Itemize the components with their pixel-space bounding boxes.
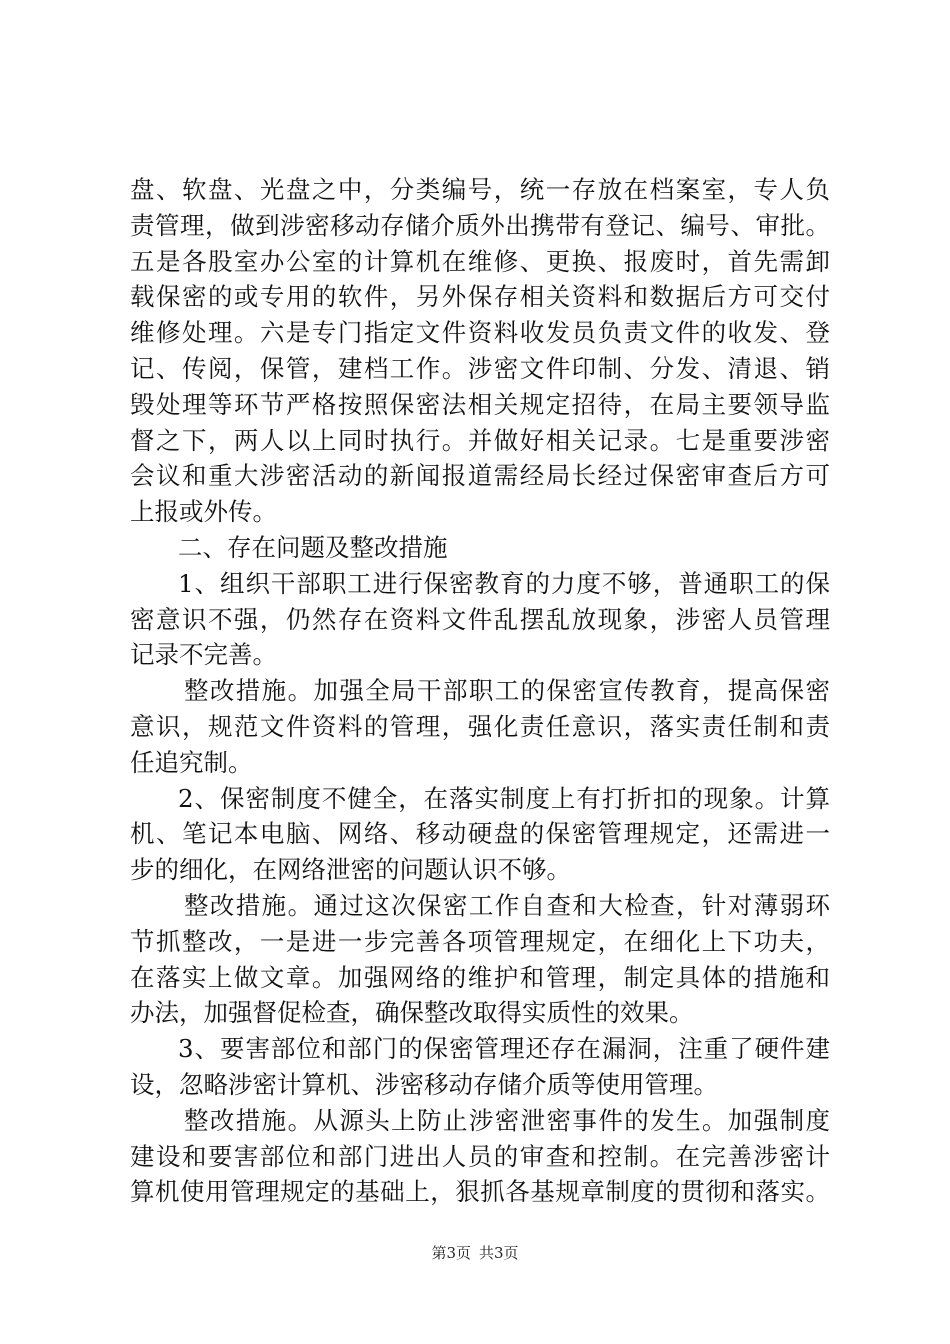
text-line: 记、传阅，保管，建档工作。涉密文件印制、分发、清退、销 [130,353,830,383]
text-line: 意识，规范文件资料的管理，强化责任意识，落实责任制和责 [130,711,830,741]
text-line: 整改措施。加强全局干部职工的保密宣传教育，提高保密 [184,676,830,706]
text-line: 盘、软盘、光盘之中，分类编号，统一存放在档案室，专人负 [130,175,830,204]
text-line: 会议和重大涉密活动的新闻报道需经局长经过保密审查后方可 [130,461,830,491]
section-heading: 二、存在问题及整改措施 [178,532,448,562]
text-line: 3、要害部位和部门的保密管理还存在漏洞，注重了硬件建 [178,1034,830,1064]
page-number: 第3页 [431,1244,471,1262]
text-line: 算机使用管理规定的基础上，狠抓各基规章制度的贯彻和落实。 [130,1177,830,1207]
text-line: 毁处理等环节严格按照保密法相关规定招待，在局主要领导监 [130,389,830,419]
text-line: 建设和要害部位和部门进出人员的审查和控制。在完善涉密计 [130,1141,830,1171]
text-line: 责管理，做到涉密移动存储介质外出携带有登记、编号、审批。 [130,210,830,240]
text-line: 上报或外传。 [130,497,277,527]
text-line: 载保密的或专用的软件，另外保存相关资料和数据后方可交付 [130,282,830,312]
text-line: 任追究制。 [130,747,253,777]
page-footer [0,1242,950,1263]
text-line: 步的细化，在网络泄密的问题认识不够。 [130,855,571,885]
text-line: 设，忽略涉密计算机、涉密移动存储介质等使用管理。 [130,1069,718,1099]
text-line: 节抓整改，一是进一步完善各项管理规定，在细化上下功夫， [130,926,830,956]
text-line: 密意识不强，仍然存在资料文件乱摆乱放现象，涉密人员管理 [130,604,830,634]
text-line: 1、组织干部职工进行保密教育的力度不够，普通职工的保 [178,568,830,598]
page-total: 共3页 [479,1244,519,1262]
text-line: 2、保密制度不健全，在落实制度上有打折扣的现象。计算 [178,783,830,813]
text-line: 整改措施。通过这次保密工作自查和大检查，针对薄弱环 [184,890,830,920]
text-line: 整改措施。从源头上防止涉密泄密事件的发生。加强制度 [184,1105,830,1135]
text-line: 在落实上做文章。加强网络的维护和管理，制定具体的措施和 [130,962,830,992]
document-body [130,172,830,1210]
text-line: 五是各股室办公室的计算机在维修、更换、报废时，首先需卸 [130,246,830,276]
text-line: 机、笔记本电脑、网络、移动硬盘的保密管理规定，还需进一 [130,819,830,849]
text-line: 办法，加强督促检查，确保整改取得实质性的效果。 [130,998,694,1028]
text-line: 督之下，两人以上同时执行。并做好相关记录。七是重要涉密 [130,425,830,455]
text-line: 维修处理。六是专门指定文件资料收发员负责文件的收发、登 [130,318,830,348]
text-line: 记录不完善。 [130,640,277,670]
